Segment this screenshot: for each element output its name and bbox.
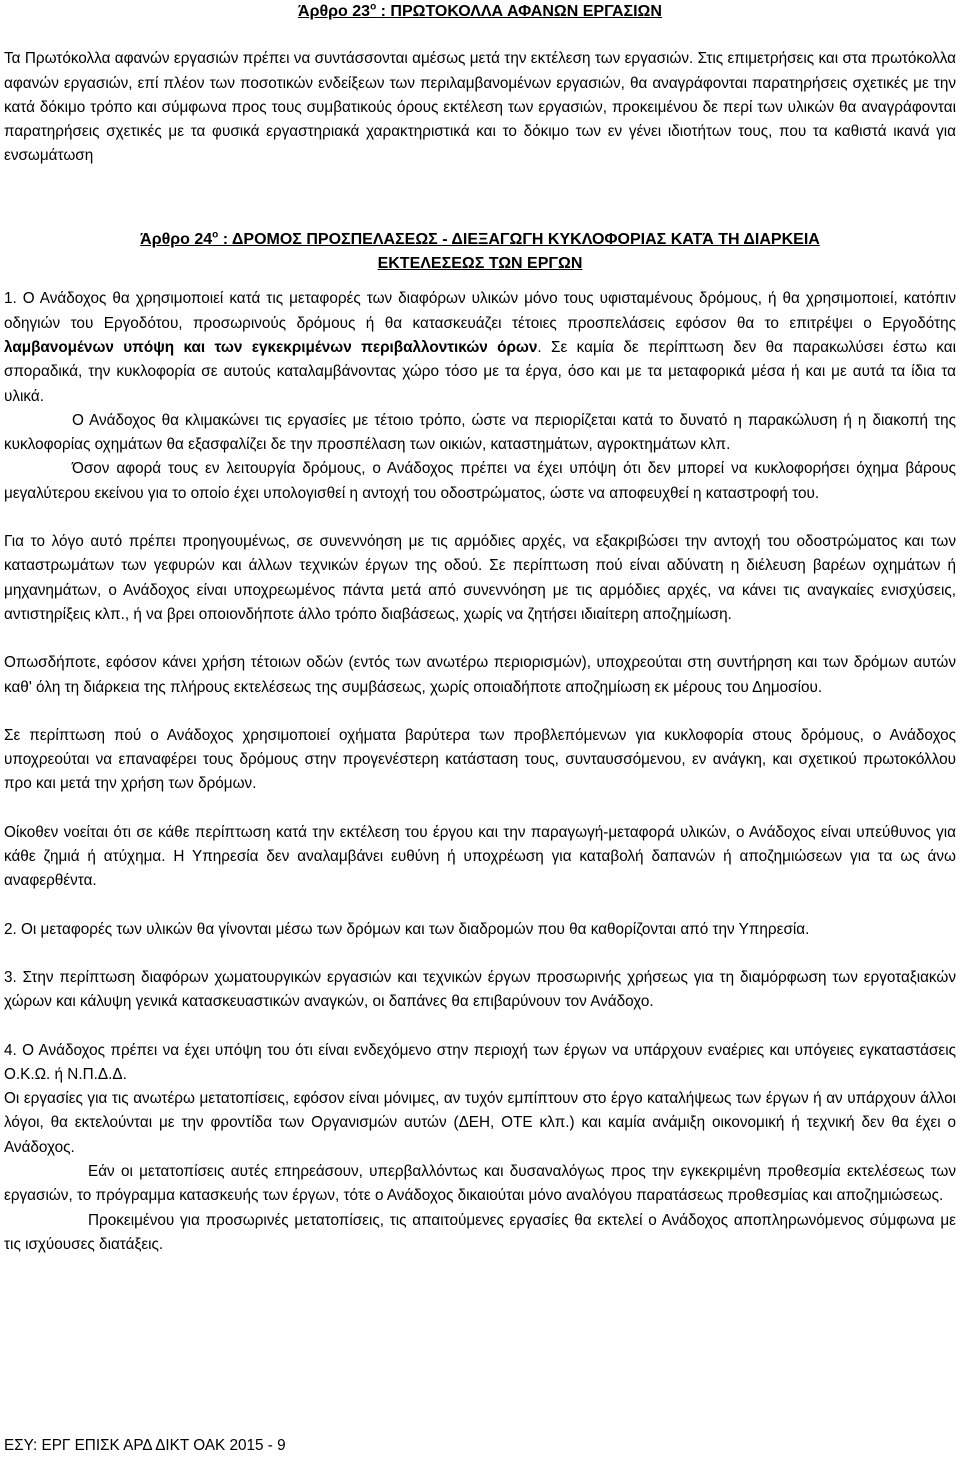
article-24-paragraph-9: 3. Στην περίπτωση διαφόρων χωματουργικών εργασιών και τεχνικών έργων προσωρινής χρήσεως για τη διαμόρφωση των εργοταξιακών χώρων και κάλυψη γενικά κατασκευαστικών αναγκών, οι δαπάνες θα επιβαρύνουν τον Ανάδοχο.: [4, 968, 956, 1011]
article-24-paragraph-11: Οι εργασίες για τις ανωτέρω μετατοπίσεις, εφόσον είναι μόνιμες, αν τυχόν εμπίπτουν στο έργο καταλήψεως των έργων ή αν υπάρχουν άλλοι λόγοι, θα εκτελούνται με την φροντίδα των Οργανισμών αυτών (ΔΕΗ, ΟΤΕ κλπ.) και καμία ανάμιξη οικονομική ή τεχνική δεν θα έχει ο Ανάδοχος.: [4, 1090, 956, 1156]
article-24-paragraph-2: Ο Ανάδοχος θα κλιμακώνει τις εργασίες με τέτοιο τρόπο, ώστε να περιορίζεται κατά το δυνατό η παρακώλυση ή η διακοπή της κυκλοφορίας οχημάτων θα εξασφαλίζει δε την προσπέλαση των οικιών, καταστημάτων, αγροκτημάτων κλπ.: [4, 411, 956, 454]
article-24-paragraph-8: 2. Οι μεταφορές των υλικών θα γίνονται μέσω των δρόμων και των διαδρομών που θα καθορίζονται από την Υπηρεσία.: [4, 920, 810, 938]
article-24-paragraph-7: Οίκοθεν νοείται ότι σε κάθε περίπτωση κατά την εκτέλεση του έργου και την παραγωγή-μεταφορά υλικών, ο Ανάδοχος είναι υπεύθυνος για κάθε ζημιά ή ατύχημα. Η Υπηρεσία δεν αναλαμβάνει ευθύνη ή υποχρέωση για καταβολή δαπανών ή αποζημιώσεων για τα ως άνω αναφερθέντα.: [4, 823, 956, 890]
article-24-paragraph-12: Εάν οι μετατοπίσεις αυτές επηρεάσουν, υπερβαλλόντως και δυσαναλόγως προς την εγκεκριμένη προθεσμία εκτελέσεως των εργασιών, το πρόγραμμα κατασκευής των έργων, τότε ο Ανάδοχος δικαιούται μόνο αναλόγου παρατάσεως προθεσμίας και αποζημιώσεως.: [4, 1162, 956, 1205]
article-24-paragraph-4: Για το λόγο αυτό πρέπει προηγουμένως, σε συνεννόηση με τις αρμόδιες αρχές, να εξακριβώσει την αντοχή του οδοστρώματος και των καταστρωμάτων των γεφυρών και άλλων τεχνικών έργων της οδού. Σε περίπτωση πού είναι αδύνατη η διέλευση βαρέων οχημάτων ή μηχανημάτων, ο Ανάδοχος είναι υποχρεωμένος πάντα μετά από συνεννόηση με τις αρμόδιες αρχές, να κάνει τις αναγκαίες ενισχύσεις, αντιστηρίξεις κλπ., ή να βρει οποιονδήποτε άλλο τρόπο διαβάσεως, χωρίς να ζητήσει ιδιαίτερη αποζημίωση.: [4, 533, 956, 623]
article-24-paragraph-13: Προκειμένου για προσωρινές μετατοπίσεις, τις απαιτούμενες εργασίες θα εκτελεί ο Ανάδοχος αποπληρωνόμενος σύμφωνα με τις ισχύουσες διατάξεις.: [4, 1211, 956, 1253]
article-24-paragraph-6: Σε περίπτωση πού ο Ανάδοχος χρησιμοποιεί οχήματα βαρύτερα των προβλεπόμενων για κυκλοφορία στους δρόμους, ο Ανάδοχος υποχρεούται να επαναφέρει τους δρόμους στην προγενέστερη κατάσταση τους, συνταυσσόμενου, εν ανάγκη, και σχετικού πρωτοκόλλου προ και μετά την χρήση των δρόμων.: [4, 726, 956, 793]
article-24-paragraph-10: 4. Ο Ανάδοχος πρέπει να έχει υπόψη του ότι είναι ενδεχόμενο στην περιοχή των έργων να υπάρχουν εναέριες και υπόγειες εγκαταστάσεις Ο.Κ.Ω. ή Ν.Π.Δ.Δ.: [4, 1041, 956, 1083]
article-23-title: Άρθρο $23^o$ : ΠΡΩΤΟΚΟΛΛΑ ΑΦΑΝΩΝ ΕΡΓΑΣΙΩΝ: [298, 1, 662, 20]
page-footer: ΕΣΥ: ΕΡΓ ΕΠΙΣΚ ΑΡΔ ΔΙΚΤ ΟΑΚ 2015 - 9: [4, 1437, 286, 1454]
article-24-paragraph-5: Οπωσδήποτε, εφόσον κάνει χρήση τέτοιων οδών (εντός των ανωτέρω περιορισμών), υποχρεούται στη συντήρηση και των δρόμων αυτών καθ' όλη τη διάρκεια της πλήρους εκτελέσεως της συμβάσεως, χωρίς οποιαδήποτε αποζημίωση εκ μέρους του Δημοσίου.: [4, 654, 956, 696]
document-page: [4, 0, 956, 1257]
article-24-title: Άρθρο $24^o$ : ΔΡΟΜΟΣ ΠΡΟΣΠΕΛΑΣΕΩΣ - ΔΙΕΞΑΓΩΓΗ ΚΥΚΛΟΦΟΡΙΑΣ ΚΑΤΆ ΤΗ ΔΙΑΡΚΕΙΑ ΕΚΤΕΛΕΣΕΩΣ ΤΩΝ ΕΡΓΩΝ: [140, 229, 820, 273]
article-24-paragraph-1: 1. Ο Ανάδοχος θα χρησιμοποιεί κατά τις μεταφορές των διαφόρων υλικών μόνο τους υφισταμένους δρόμους, ή θα χρησιμοποιεί, κατόπιν οδηγιών του Εργοδότου, προσωρινούς δρόμους ή θα κατασκευάζει τέτοιες προσπελάσεις εφόσον θα το επιτρέψει ο Εργοδότης λαμβανομένων υπόψη και των εγκεκριμένων περιβαλλοντικών όρων. Σε καμία δε περίπτωση δεν θα παρακωλύσει έστω και σποραδικά, την κυκλοφορία σε αυτούς καταλαμβάνοντας χώρο τόσο με τα έργα, όσο και με τα μεταφορικά μέσα ή και με αυτά τα ίδια τα υλικά.: [4, 290, 956, 405]
article-24-paragraph-3: Όσον αφορά τους εν λειτουργία δρόμους, ο Ανάδοχος πρέπει να έχει υπόψη ότι δεν μπορεί να κυκλοφορήσει όχημα βάρους μεγαλύτερου εκείνου για το οποίο έχει υπολογισθεί η αντοχή του οδοστρώματος, ώστε να αποφευχθεί η καταστροφή του.: [4, 460, 956, 502]
article-23-paragraph: Τα Πρωτόκολλα αφανών εργασιών πρέπει να συντάσσονται αμέσως μετά την εκτέλεση των εργασιών. Στις επιμετρήσεις και στα πρωτόκολλα αφανών εργασιών, επί πλέον των ποσοτικών ενδείξεων των περιλαμβανομένων εργασιών, θα αναγράφονται παρατηρήσεις σχετικές με την κατά δόκιμο τρόπο και σύμφωνα προς τους συμβατικούς όρους εκτέλεση των εργασιών, προκειμένου δε περί των υλικών θα αναγράφονται παρατηρήσεις σχετικές με τα φυσικά εργαστηριακά χαρακτηριστικά και το δόκιμο των εν γένει ιδιοτήτων τους, που τα καθιστά ικανά για ενσωμάτωση: [4, 50, 956, 165]
